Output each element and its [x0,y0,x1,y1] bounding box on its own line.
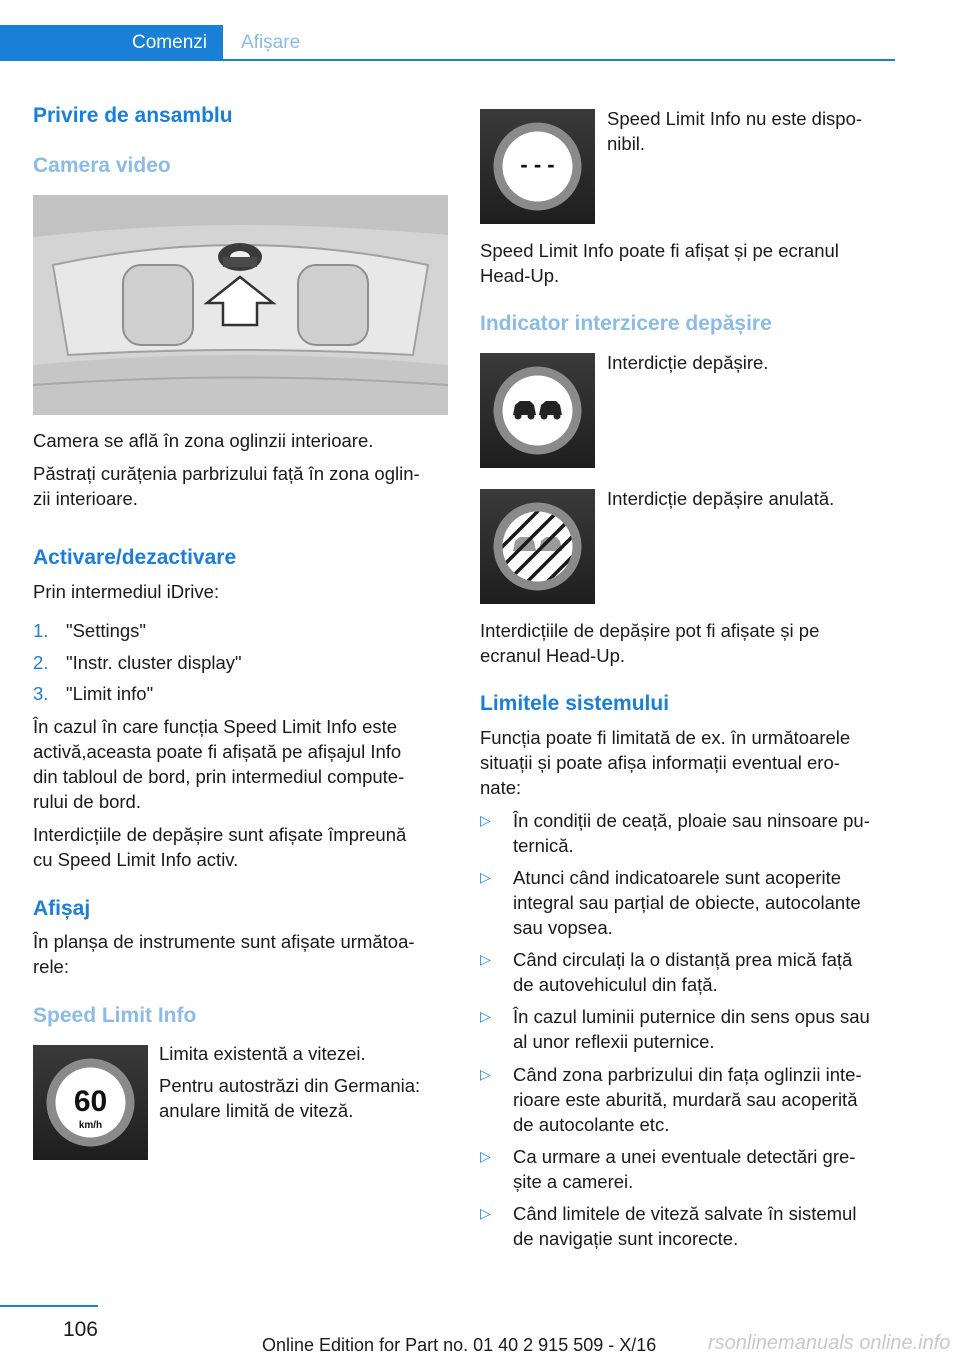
text-line: din tabloul de bord, prin intermediul compute‐ [33,766,405,787]
triangle-bullet-icon: ▷ [480,1008,491,1024]
chapter-tabs [0,25,895,61]
camera-clean-line2: zii interioare. [33,488,138,509]
camera-clean-line1: Păstrați curățenia parbrizului față în zona oglin‐ [33,463,420,484]
text-line: Ca urmare a unei eventuale detectări gre‐ [513,1146,856,1167]
triangle-bullet-icon: ▷ [480,1066,491,1082]
text-line: nate: [480,777,522,798]
text-line: activă,aceasta poate fi afișată pe afișajul Info [33,741,402,762]
step-text: "Limit info" [66,683,154,704]
tab-comenzi[interactable]: Comenzi [0,25,223,61]
text-line: anulare limită de viteză. [159,1100,354,1121]
heading-display: Afișaj [33,897,91,920]
text-line: rioare este aburită, murdară sau acoperită [513,1089,858,1110]
display-para [33,929,415,979]
heading-overview: Privire de ansamblu [33,104,233,127]
triangle-bullet-icon: ▷ [480,812,491,828]
text-line: rele: [33,956,69,977]
step-text: "Instr. cluster display" [66,652,242,673]
text-line: rului de bord. [33,791,141,812]
text-line: de autovehiculul din față. [513,974,718,995]
limits-intro [480,725,850,800]
heading-camera: Camera video [33,154,171,177]
text-line: Atunci când indicatoarele sunt acoperite [513,867,842,888]
triangle-bullet-icon: ▷ [480,1205,491,1221]
text-line: Pentru autostrăzi din Germania: [159,1075,421,1096]
text-line: Când zona parbrizului din fața oglinzii inte‐ [513,1064,862,1085]
text-line: al unor reflexii puternice. [513,1031,715,1052]
text-line: În cazul în care funcția Speed Limit Info este [33,716,398,737]
edition-text: Online Edition for Part no. 01 40 2 915 509 - X/16 [262,1335,657,1355]
page-number: 106 [62,1318,98,1341]
heading-overtake: Indicator interzicere depășire [480,312,772,335]
overtake-text: Interdicție depășire. [607,352,769,373]
camera-location-text: Camera se află în zona oglinzii interioare. [33,430,374,451]
camera-location-illustration [33,195,448,415]
activate-intro: Prin intermediul iDrive: [33,581,220,602]
text-line: cu Speed Limit Info activ. [33,849,239,870]
text-line: situații și poate afișa informații eventual ero‐ [480,752,840,773]
text-line: șite a camerei. [513,1171,634,1192]
heading-limits: Limitele sistemului [480,692,670,715]
text-line: de navigație sunt incorecte. [513,1228,739,1249]
text-line: În cazul luminii puternice din sens opus sau [513,1006,870,1027]
speed-value: 60 [73,1085,108,1118]
text-line: Speed Limit Info nu este dispo‐ [607,108,863,129]
sli-limit-text: Limita existentă a vitezei. [159,1043,366,1064]
text-line: Interdicțiile de depășire sunt afișate împreună [33,824,407,845]
text-line: Funcția poate fi limitată de ex. în următoarele [480,727,851,748]
text-line: În planșa de instrumente sunt afișate următoa‐ [33,931,415,952]
text-line: În condiții de ceață, ploaie sau ninsoare pu‐ [513,810,870,831]
speed-unit: km/h [78,1120,103,1131]
sli-unavailable-text [607,106,862,156]
overtake-end-text: Interdicție depășire anulată. [607,488,835,509]
watermark: rsonlinemanuals online.info [708,1332,951,1354]
text-line: Când limitele de viteză salvate în sistemul [513,1203,857,1224]
activate-para1 [33,714,404,814]
text-line: Head-Up. [480,265,560,286]
step-number: 1. [33,620,49,641]
text-line: Speed Limit Info poate fi afișat și pe ecranul [480,240,839,261]
speed-limit-unavailable-sign-icon [480,109,595,224]
headup-para [480,238,839,288]
text-line: ecranul Head-Up. [480,645,625,666]
triangle-bullet-icon: ▷ [480,951,491,967]
triangle-bullet-icon: ▷ [480,1148,491,1164]
step-number: 3. [33,683,49,704]
text-line: de autocolante etc. [513,1114,670,1135]
sli-autobahn-text [159,1073,420,1123]
unavailable-dashes: - - - [520,152,555,177]
triangle-bullet-icon: ▷ [480,869,491,885]
end-no-overtaking-sign-icon [480,489,595,604]
no-overtaking-sign-icon [480,353,595,468]
activate-para2 [33,822,406,872]
heading-activate: Activare/dezactivare [33,546,237,569]
step-number: 2. [33,652,49,673]
text-line: Când circulați la o distanță prea mică față [513,949,853,970]
text-line: ternică. [513,835,574,856]
speed-limit-sign-icon [33,1045,148,1160]
text-line: nibil. [607,133,646,154]
text-line: sau vopsea. [513,917,613,938]
text-line: Interdicțiile de depășire pot fi afișate și pe [480,620,820,641]
text-line: integral sau parțial de obiecte, autocolante [513,892,861,913]
heading-speed-limit-info: Speed Limit Info [33,1004,197,1027]
overtake-headup-para [480,618,819,668]
tab-underline [223,59,895,61]
footer-rule [0,1305,98,1307]
tab-afisare[interactable]: Afișare [241,32,301,53]
step-text: "Settings" [66,620,146,641]
